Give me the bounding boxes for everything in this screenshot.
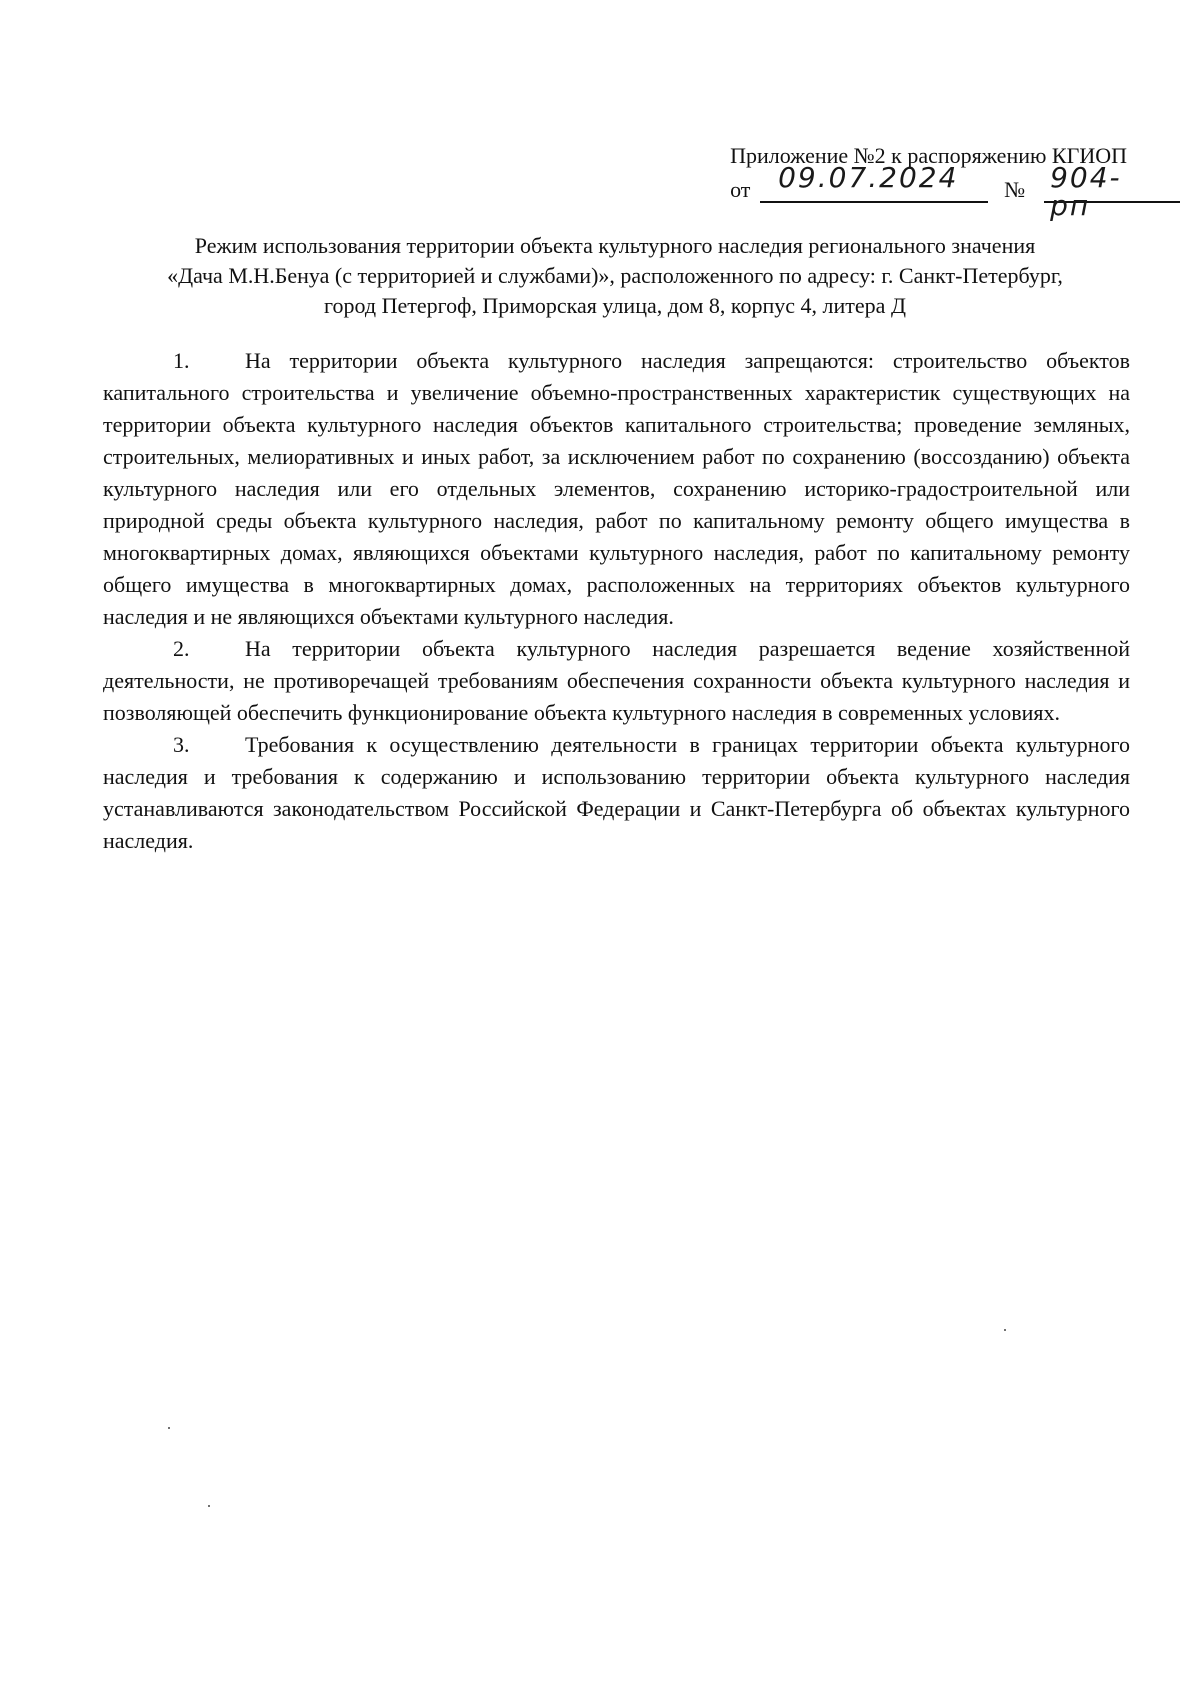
title-line-3: город Петергоф, Приморская улица, дом 8, корпус 4, литера Д <box>324 293 906 318</box>
paragraph-number: 3. <box>173 732 190 757</box>
paragraph-3 <box>103 729 1130 857</box>
date-underline <box>760 201 988 203</box>
date-prefix: от <box>730 177 751 202</box>
paragraph-number: 2. <box>173 636 190 661</box>
paragraph-1 <box>103 345 1130 633</box>
paragraph-number: 1. <box>173 348 190 373</box>
paragraph-text: На территории объекта культурного наследия запрещаются: строительство объектов капитального строительства и увеличение объемно-пространственных характеристик существующих на территории объекта культурного наследия объектов капитального строительства; проведение земляных, строительных, мелиоративных и иных работ, за исключением работ по сохранению (воссозданию) объекта культурного наследия или его отдельных элементов, сохранению историко-градостроительной или природной среды объекта культурного наследия, работ по капитальному ремонту общего имущества в многоквартирных домах, являющихся объектами культурного наследия, работ по капитальному ремонту общего имущества в многоквартирных домах, расположенных на территориях объектов культурного наследия и не являющихся объектами культурного наследия. <box>103 348 1130 629</box>
order-reference <box>730 161 1127 222</box>
number-sign: № <box>1004 177 1026 202</box>
appendix-title: Приложение №2 к распоряжению КГИОП <box>730 143 1127 168</box>
paragraph-text: На территории объекта культурного наследия разрешается ведение хозяйственной деятельности, не противоречащей требованиям обеспечения сохранности объекта культурного наследия и позволяющей обеспечить функционирование объекта культурного наследия в современных условиях. <box>103 636 1130 725</box>
paragraph-text: Требования к осуществлению деятельности в границах территории объекта культурного наследия и требования к содержанию и использованию территории объекта культурного наследия устанавливаются законодательством Российской Федерации и Санкт-Петербурга об объектах культурного наследия. <box>103 732 1130 853</box>
handwritten-number: 904-рп <box>1050 161 1122 222</box>
scan-speck <box>168 1427 170 1429</box>
handwritten-date: 09.07.2024 <box>778 161 959 194</box>
document-body <box>103 345 1130 857</box>
title-line-1: Режим использования территории объекта культурного наследия регионального значения <box>194 233 1036 258</box>
appendix-header <box>730 142 1127 222</box>
paragraph-2 <box>103 633 1130 729</box>
document-title <box>100 231 1130 321</box>
scan-speck <box>1004 1329 1006 1331</box>
scan-speck <box>208 1505 210 1507</box>
title-line-2: «Дача М.Н.Бенуа (с территорией и службами)», расположенного по адресу: г. Санкт-Петербург, <box>167 263 1063 288</box>
